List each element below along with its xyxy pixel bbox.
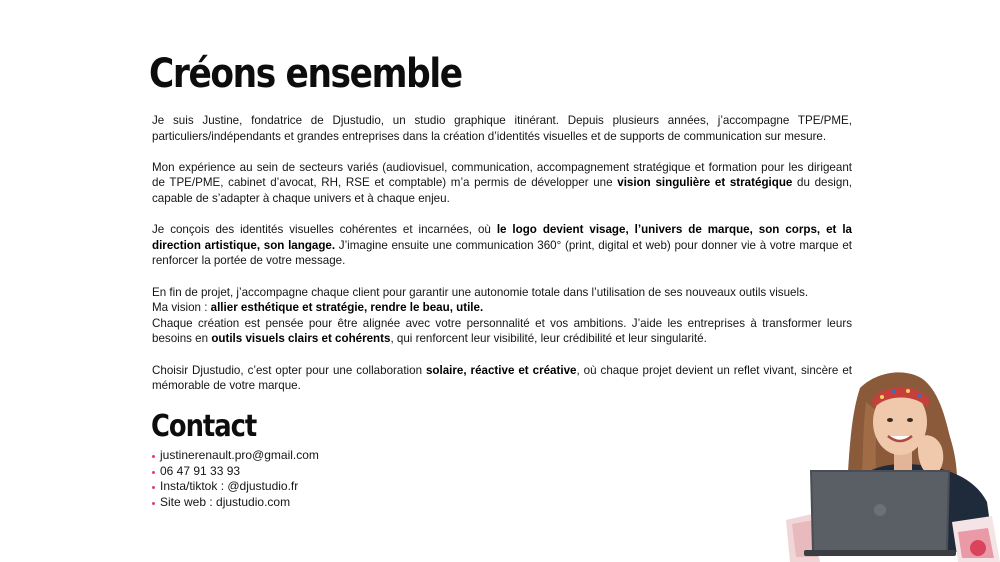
contact-item-website — [152, 495, 319, 511]
body-text: Je conçois des identités visuelles cohérentes et incarnées, où — [152, 223, 497, 237]
paragraph-2 — [152, 160, 852, 207]
contact-list — [152, 448, 319, 510]
intro-text — [152, 113, 852, 409]
body-text: En fin de projet, j’accompagne chaque client pour garantir une autonomie totale dans l’utilisation de ses nouveaux outils visuels. — [152, 285, 809, 299]
bullet-icon — [152, 455, 155, 458]
emphasis-text: le logo devient visage, l’univers de marque, son corps, et la direction artistique, son langage. — [152, 223, 852, 252]
body-text: Chaque création est pensée pour être alignée avec votre personnalité et vos ambitions. J’aide les entreprises à transformer leurs besoins en — [152, 316, 852, 346]
emphasis-text: solaire, réactive et créative — [425, 363, 577, 377]
emphasis-text: allier esthétique et stratégie, rendre le beau, utile. — [210, 301, 484, 315]
body-text: , où chaque projet devient un reflet vivant, sincère et mémorable de votre marque. — [152, 363, 852, 393]
contact-title: Contact — [151, 409, 257, 444]
paragraph-3 — [152, 222, 852, 269]
page-title: Créons ensemble — [149, 51, 462, 97]
paragraph-5 — [152, 363, 852, 394]
emphasis-text: vision singulière et stratégique — [617, 176, 793, 190]
bullet-icon — [152, 502, 155, 505]
contact-item-email — [152, 448, 319, 464]
contact-phone: 06 47 91 33 93 — [160, 463, 241, 478]
body-text: Choisir Djustudio, c’est opter pour une collaboration — [152, 363, 426, 377]
body-text: , qui renforcent leur visibilité, leur crédibilité et leur singularité. — [390, 332, 707, 346]
emphasis-text: outils visuels clairs et cohérents — [211, 332, 391, 346]
portrait-photo — [782, 352, 1000, 562]
bullet-icon — [152, 486, 155, 489]
contact-item-phone — [152, 464, 319, 480]
bullet-icon — [152, 471, 155, 474]
contact-social: Insta/tiktok : @djustudio.fr — [160, 479, 299, 494]
contact-item-social — [152, 479, 319, 495]
body-text: Mon expérience au sein de secteurs variés (audiovisuel, communication, accompagnement stratégique et formation pour les dirigeant de TPE/PME, cabinet d’avocat, RH, RSE et comptable) m’a permis de développer une — [152, 160, 852, 190]
body-text: J’imagine ensuite une communication 360° (print, digital et web) pour donner vie à votre marque et renforcer la portée de votre message. — [152, 238, 852, 268]
contact-website: Site web : djustudio.com — [160, 494, 291, 509]
body-text: Ma vision : — [152, 301, 211, 315]
paragraph-1 — [152, 113, 852, 144]
contact-email: justinerenault.pro@gmail.com — [160, 448, 319, 462]
paragraph-4 — [152, 285, 852, 347]
body-text: Je suis Justine, fondatrice de Djustudio, un studio graphique itinérant. Depuis plusieurs années, j’accompagne TPE/PME, particuliers/indépendants et grandes entreprises dans la création d’identités visuelles et de supports de communication sur mesure. — [152, 114, 852, 143]
body-text: du design, capable de s’adapter à chaque univers et à chaque enjeu. — [152, 176, 852, 205]
